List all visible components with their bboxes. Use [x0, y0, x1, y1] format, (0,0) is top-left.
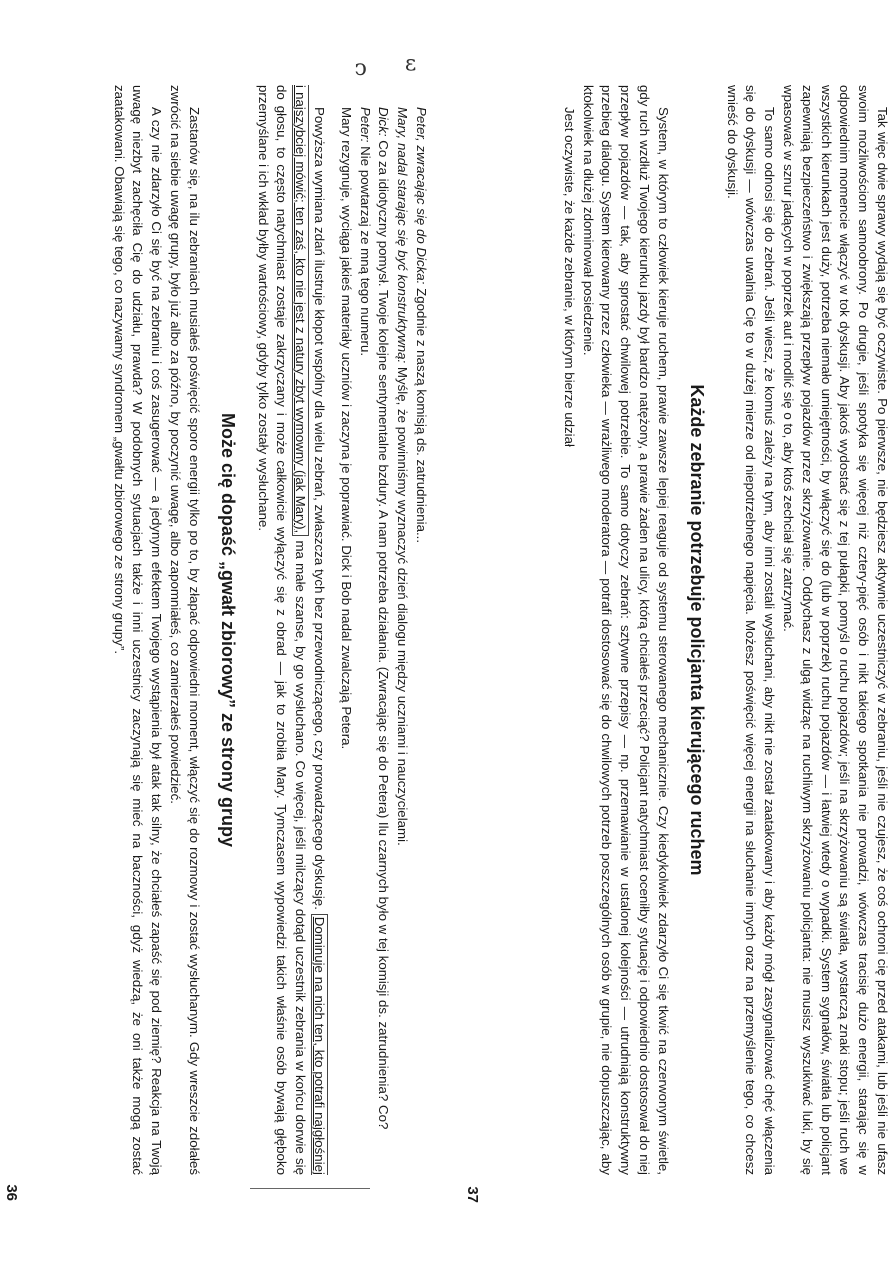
paragraph: Jest oczywiste, że każde zebranie, w którym bierze udział — [561, 107, 577, 447]
page-number: 37 — [464, 1186, 481, 1203]
dialogue-line: Mary, nadal starając się być konstruktywną: Myślę, że powinniśmy wyznaczyć dzień dialogu między uczniami i nauczycielami. — [395, 107, 411, 846]
margin-line — [250, 1188, 370, 1189]
dialogue-line: Peter: Nie powtarzaj ze mną tego numeru. — [357, 107, 373, 357]
paragraph: Tak więc dwie sprawy wydają się być oczywiste. Po pierwsze, nie będziesz aktywnie uczestniczyć w zebraniu, jeśli nie czujesz, że coś ochroni cię przed atakami, lub jeśli nie ufasz swoim możliwościom samoobrony. Po drugie, jeśli spotyka się więcej niż cztery-pięć osób i nikt takiego spotkania nie prowadzi, wówczas tracisię dużo energii, starając się w odpowiednim momencie włączyć w tok dyskusji. Aby jakoś wydostać się z tej pułapki, pomyśl o ruchu pojazdów; jeśli na skrzyżowaniu są światła, wystarczą znaki stopu; jeśli ruch we wszystkich kierunkach jest duży, potrzeba niemało umiejętności, by włączyć się do (lub w poprzek) ruchu pojazdów — i łatwiej wtedy o wypadki. System sygnałów, światła lub policjant zapewniają bezpieczeństwo i zwiększają przepływ pojazdów przez skrzyżowanie. Oddychasz z ulgą widząc na ruchliwym skrzyżowaniu policjanta: nie musisz wyszukiwać luki, by się wpasować w sznur jadących w poprzek aut i modlić się o to, aby ktoś zechciał się zatrzymać. — [781, 85, 890, 1175]
paragraph: System, w którym to człowiek kieruje ruchem, prawie zawsze lepiej reaguje od systemu sterowanego mechanicznie. Czy kiedykolwiek zdarzyło Ci się tkwić na czerwonym świetle, gdy ruch wzdłuż Twojego kierunku jazdy był bardzo natężony, a prawie żaden na ulicy, którą chciałeś przeciąć? Policjant natychmiast oceniłby sytuację i odpowiednio dostosował do niej przepływ pojazdów — tak, aby sprostać chwilowej potrzebie. To samo dotyczy zebrań: sztywne przepisy — np. przemawianie w ustalonej kolejności — utrudniają konstruktywny przebieg dialogu. System kierowany przez człowieka — wrażliwego moderatora — potrafi dostosować się do chwilowych potrzeb poszczególnych osób w grupie, nie dopuszczając, aby ktokolwiek na dłużej zdominował posiedzenie. — [580, 85, 671, 1175]
paragraph: Zastanów się, na ilu zebraniach musiałeś poświęcić sporo energii tylko po to, by złapać odpowiedni moment, włączyć się do rozmowy i zostać wysłuchanym. Gdy wreszcie zdołałeś zwrócić na siebie uwagę grupy, było już albo za późno, by poczynić uwagę, albo zapomniałeś, co zamierzałeś powiedzieć. — [168, 85, 202, 1175]
handwritten-mark: ↄ — [354, 55, 367, 81]
section-heading: Każde zebranie potrzebuje policjanta kierującego ruchem — [686, 384, 707, 876]
paragraph: Powyższa wymiana zdań ilustruje kłopot wspólny dla wielu zebrań, zwłaszcza tych bez przewodniczącego, czy prowadzącego dyskusję. Dominuje na nich ten, kto potrafi najgłośniej i najszybciej mówić; ten zaś, kto nie jest z natury zbyt wymowny (jak Mary), ma małe szanse, by go wysłuchano. Co więcej, jeśli milczący dotąd uczestnik zebrania w końcu dorwie się do głosu, to często natychmiast zostaje zakrzyczany i może całkowicie wyłączyć się z obrad — jak to zrobiła Mary. Tymczasem wypowiedzi takich właśnie osób bywają głęboko przemyślane i ich wkład byłby wartościowy, gdyby tylko zostały wysłuchane. — [255, 85, 328, 1175]
left-page — [0, 41, 430, 1221]
dialogue-line: Dick: Co za idiotyczny pomysł. Twoje kolejne sentymentalne bzdury. A nam potrzeba działania. (Zwracając się do Petera) Ilu czarnych było w tej komisji ds. zatrudnienia? Co? — [376, 107, 392, 1130]
right-page — [461, 41, 891, 1221]
paragraph: Mary rezygnuje, wyciąga jakieś materiały uczniów i zaczyna je poprawiać. Dick i Bob nadal zwalczają Petera. — [338, 107, 354, 750]
right-page-text — [461, 85, 891, 1175]
handwritten-mark: ɛ — [404, 51, 417, 77]
dialogue-line: Peter, zwracając się do Dicka: Zgodnie z naszą komisją ds. zatrudnienia... — [414, 107, 429, 544]
paragraph: To samo odnosi się do zebrań. Jeśli wiesz, że komuś zależy na tym, aby inni zostali wysłuchani, aby nikt nie został zaatakowany i aby każdy mógł zasygnalizować chęć włączenia się do dyskusji — wówczas uwalnia Cię to w dużej mierze od niepotrzebnego napięcia. Możesz poświęcić więcej energii na słuchanie innych oraz na przemyślenie tego, co chcesz wnieść do dyskusji. — [724, 85, 778, 1175]
underlined-passage: Dominuje na nich ten, kto potrafi najgłośniej i najszybciej mówić; ten zaś, kto nie jest z natury zbyt wymowny (jak Mary), — [293, 85, 328, 1175]
section-heading: Może cię dopaść „gwałt zbiorowy” ze strony grupy — [217, 412, 238, 848]
page-number: 36 — [3, 1184, 20, 1201]
paragraph: A czy nie zdarzyło Ci się być na zebraniu i coś zasugerować — a jedynym efektem Twojego wystąpienia był atak tak silny, że chciałeś zapaść się pod ziemię? Reakcja na Twoją uwagę niezbyt zachęciła Cię do udziału, prawda? W podobnych sytuacjach także i inni uczestnicy zaczynają się mieć na baczności, gdyż wiedzą, że oni także mogą zostać zaatakowani. Obawiają się tego, co nazywamy syndromem „gwałtu zbiorowego ze strony grupy”. — [111, 85, 165, 1175]
left-page-text — [0, 85, 430, 1175]
